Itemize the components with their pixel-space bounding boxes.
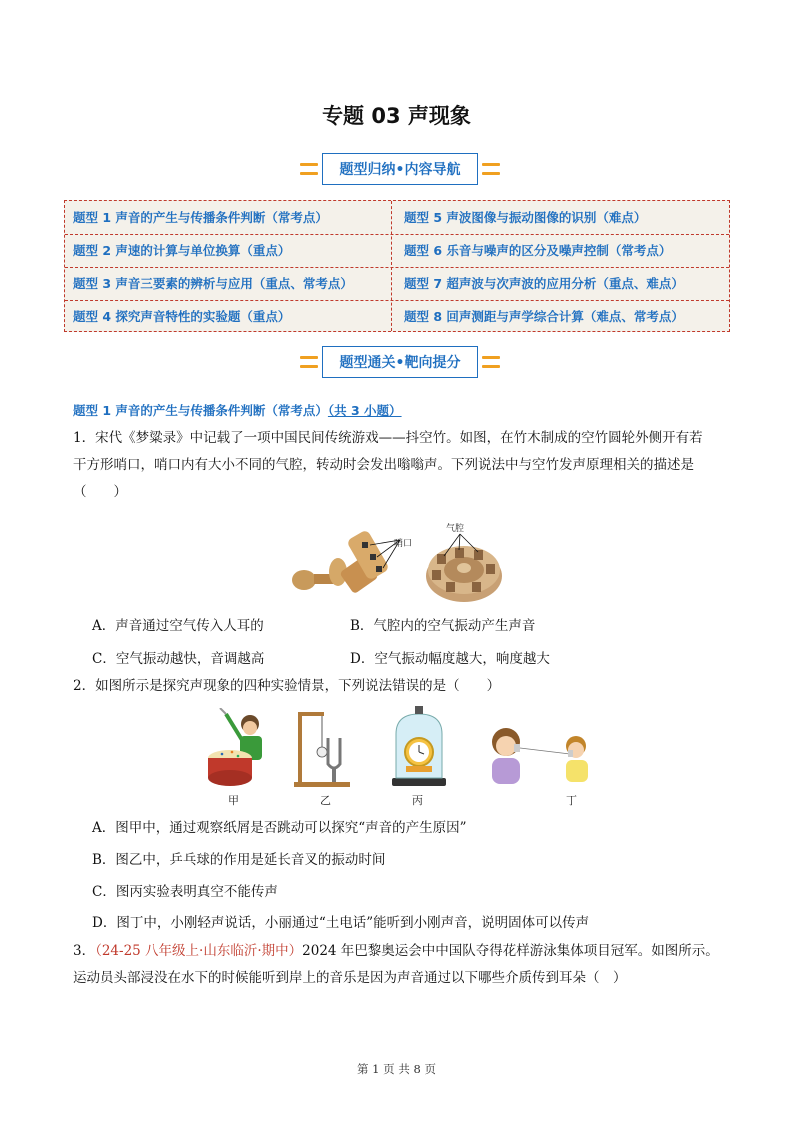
nav-item-type-4[interactable]: 题型 4 探究声音特性的实验题（重点） (73, 309, 291, 324)
question-3-line-1 (73, 938, 733, 965)
banner-deco-right-icon (482, 356, 500, 368)
nav-banner-label: 题型归纳•内容导航 (322, 153, 479, 185)
practice-banner (300, 345, 500, 379)
q2-option-a[interactable]: A．图甲中，通过观察纸屑是否跳动可以探究“声音的产生原因” (92, 820, 467, 836)
practice-banner-label: 题型通关•靶向提分 (322, 346, 479, 378)
question-3-line-2: 运动员头部浸没在水下的时候能听到岸上的音乐是因为声音通过以下哪些介质传到耳朵（ ） (73, 970, 627, 986)
fig-label-ding: 丁 (566, 794, 577, 807)
string-telephone-figure (482, 720, 592, 790)
q2-option-c[interactable]: C．图丙实验表明真空不能传声 (92, 884, 278, 900)
nav-item-type-2[interactable]: 题型 2 声速的计算与单位换算（重点） (73, 243, 291, 258)
page-title: 专题 03 声现象 (322, 104, 471, 128)
page-footer: 第 1 页 共 8 页 (357, 1062, 436, 1076)
banner-deco-left-icon (300, 356, 318, 368)
nav-item-type-5[interactable]: 题型 5 声波图像与振动图像的识别（难点） (404, 210, 647, 225)
nav-table (64, 200, 730, 332)
question-3-line-1-text: 2024 年巴黎奥运会中中国队夺得花样游泳集体项目冠军。如图所示。 (302, 943, 719, 959)
bell-jar-figure (384, 704, 454, 790)
banner-deco-right-icon (482, 163, 500, 175)
section-question-count: （共 3 小题） (327, 403, 402, 418)
q1-option-a[interactable]: A．声音通过空气传入人耳的 (92, 618, 264, 634)
question-1-line-3: （ ） (73, 484, 127, 500)
cavity-wheel-figure (424, 532, 504, 604)
drum-experiment-figure (204, 708, 274, 788)
question-1-line-2: 干方形哨口，哨口内有大小不同的气腔，转动时会发出嗡嗡声。下列说法中与空竹发声原理相关的描述是 (73, 457, 694, 473)
nav-item-type-3[interactable]: 题型 3 声音三要素的辨析与应用（重点、常考点） (73, 276, 353, 291)
section-heading (73, 401, 402, 419)
nav-item-type-8[interactable]: 题型 8 回声测距与声学综合计算（难点、常考点） (404, 309, 684, 324)
nav-item-type-1[interactable]: 题型 1 声音的产生与传播条件判断（常考点） (73, 210, 328, 225)
q1-option-c[interactable]: C．空气振动越快，音调越高 (92, 651, 265, 667)
question-1-line-1: 1．宋代《梦粱录》中记载了一项中国民间传统游戏——抖空竹。如图，在竹木制成的空竹圆轮外侧开有若 (73, 430, 703, 446)
fig-label-whistle: 哨口 (394, 539, 413, 549)
nav-item-type-7[interactable]: 题型 7 超声波与次声波的应用分析（重点、难点） (404, 276, 684, 291)
q1-option-d[interactable]: D．空气振动幅度越大，响度越大 (350, 651, 550, 667)
question-3-number: 3． (73, 943, 96, 959)
q2-option-b[interactable]: B．图乙中，乒乓球的作用是延长音叉的振动时间 (92, 852, 386, 868)
banner-deco-left-icon (300, 163, 318, 175)
q2-option-d[interactable]: D．图丁中，小刚轻声说话，小丽通过“土电话”能听到小刚声音，说明固体可以传声 (92, 915, 590, 931)
tuning-fork-figure (288, 708, 358, 790)
q1-option-b[interactable]: B．气腔内的空气振动产生声音 (350, 618, 536, 634)
fig-label-yi: 乙 (320, 794, 331, 807)
question-2-stem: 2．如图所示是探究声现象的四种实验情景，下列说法错误的是（ ） (73, 678, 501, 694)
nav-banner (300, 152, 500, 186)
fig-label-bing: 丙 (412, 794, 423, 807)
fig-label-jia: 甲 (228, 794, 239, 807)
question-1 (73, 425, 733, 506)
question-3 (73, 938, 733, 992)
question-3-source: （24-25 八年级上·山东临沂·期中） (95, 943, 303, 959)
diabolo-figure (290, 522, 415, 602)
fig-label-cavity: 气腔 (446, 524, 465, 534)
nav-item-type-6[interactable]: 题型 6 乐音与噪声的区分及噪声控制（常考点） (404, 243, 672, 258)
section-heading-title: 题型 1 声音的产生与传播条件判断（常考点） (73, 403, 328, 418)
